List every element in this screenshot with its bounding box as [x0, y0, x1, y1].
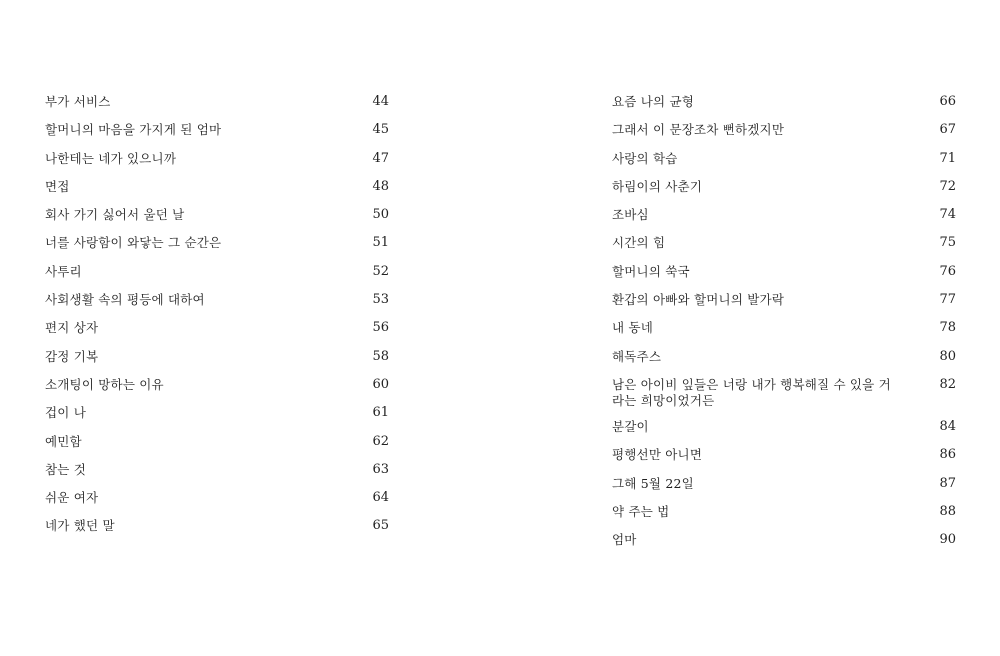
- toc-entry-page: 88: [939, 503, 956, 519]
- toc-entry-page: 52: [372, 263, 389, 279]
- toc-entry-title: 회사 가기 싫어서 울던 날: [45, 207, 185, 223]
- toc-entry[interactable]: [45, 122, 389, 138]
- toc-entry-page: 64: [372, 490, 389, 506]
- toc-entry[interactable]: [45, 462, 389, 478]
- toc-entry-page: 63: [372, 461, 389, 477]
- toc-entry-page: 62: [372, 433, 389, 449]
- toc-entry[interactable]: [45, 405, 389, 421]
- toc-entry-title: 소개팅이 망하는 이유: [45, 376, 164, 392]
- toc-entry-title: 참는 것: [45, 461, 86, 477]
- toc-entry[interactable]: [45, 94, 389, 110]
- toc-entry[interactable]: [45, 292, 389, 308]
- toc-entry-title: 해독주스: [612, 348, 662, 364]
- toc-entry-title: 할머니의 마음을 가지게 된 엄마: [45, 122, 222, 138]
- toc-entry-page: 44: [372, 94, 389, 109]
- toc-entry-title: 조바심: [612, 207, 649, 223]
- table-of-contents-right: [612, 94, 956, 560]
- toc-entry-title: 약 주는 법: [612, 503, 670, 519]
- toc-entry-title: 요즘 나의 균형: [612, 94, 694, 109]
- toc-entry-page: 84: [939, 418, 956, 434]
- toc-entry-page: 65: [372, 518, 389, 534]
- toc-entry-page: 80: [939, 348, 956, 364]
- toc-entry[interactable]: [612, 179, 956, 195]
- toc-entry[interactable]: [612, 419, 956, 435]
- toc-entry[interactable]: [612, 292, 956, 308]
- toc-entry-title: 면접: [45, 178, 70, 194]
- toc-entry-title: 네가 했던 말: [45, 518, 115, 534]
- toc-entry-title: 너를 사랑함이 와닿는 그 순간은: [45, 235, 222, 251]
- toc-entry[interactable]: [612, 504, 956, 520]
- toc-entry-page: 60: [372, 376, 389, 392]
- toc-entry-title: 예민함: [45, 433, 82, 449]
- toc-entry-title: 그해 5월 22일: [612, 475, 694, 491]
- toc-entry-page: 66: [939, 94, 956, 109]
- toc-entry-page: 71: [939, 150, 956, 166]
- toc-entry[interactable]: [612, 151, 956, 167]
- toc-entry[interactable]: [45, 490, 389, 506]
- toc-entry-page: 76: [939, 263, 956, 279]
- toc-entry[interactable]: [612, 122, 956, 138]
- toc-entry-title: 평행선만 아니면: [612, 447, 703, 463]
- toc-entry-page: 47: [372, 150, 389, 166]
- toc-entry[interactable]: [45, 518, 389, 534]
- toc-entry-title: 시간의 힘: [612, 235, 666, 251]
- toc-entry-title: 나한테는 네가 있으니까: [45, 150, 177, 166]
- toc-entry[interactable]: [612, 447, 956, 463]
- toc-entry-title: 남은 아이비 잎들은 너랑 내가 행복해질 수 있을 거라는 희망이었거든: [612, 376, 891, 408]
- toc-entry-page: 77: [939, 292, 956, 308]
- right-page: [500, 0, 1000, 656]
- toc-entry[interactable]: [45, 151, 389, 167]
- toc-entry-title: 사회생활 속의 평등에 대하여: [45, 292, 205, 308]
- toc-entry-title: 내 동네: [612, 320, 653, 336]
- table-of-contents-left: [45, 94, 389, 547]
- toc-entry-page: 78: [939, 320, 956, 336]
- toc-entry[interactable]: [45, 235, 389, 251]
- toc-entry[interactable]: [45, 349, 389, 365]
- toc-entry-title: 엄마: [612, 532, 637, 548]
- toc-entry-page: 58: [372, 348, 389, 364]
- toc-entry[interactable]: [612, 207, 956, 223]
- toc-entry-title: 그래서 이 문장조차 뻔하겠지만: [612, 122, 785, 138]
- toc-entry[interactable]: [612, 320, 956, 336]
- toc-entry-page: 56: [372, 320, 389, 336]
- toc-entry-title: 사랑의 학습: [612, 150, 678, 166]
- toc-entry[interactable]: [612, 532, 956, 548]
- toc-entry[interactable]: [612, 349, 956, 365]
- toc-entry-page: 53: [372, 292, 389, 308]
- toc-entry[interactable]: [612, 264, 956, 280]
- toc-entry-title: 환갑의 아빠와 할머니의 발가락: [612, 292, 785, 308]
- toc-entry-title: 쉬운 여자: [45, 490, 99, 506]
- toc-entry-title: 감정 기복: [45, 348, 99, 364]
- toc-entry-page: 87: [939, 475, 956, 491]
- toc-entry-page: 75: [939, 235, 956, 251]
- toc-entry[interactable]: [45, 377, 389, 393]
- toc-entry-title: 사투리: [45, 263, 82, 279]
- toc-entry[interactable]: [612, 377, 956, 409]
- toc-entry-page: 72: [939, 178, 956, 194]
- toc-entry[interactable]: [612, 235, 956, 251]
- toc-entry-page: 51: [372, 235, 389, 251]
- toc-entry-title: 할머니의 쑥국: [612, 263, 690, 279]
- toc-entry[interactable]: [45, 207, 389, 223]
- toc-entry-title: 하림이의 사춘기: [612, 178, 703, 194]
- toc-entry[interactable]: [612, 476, 956, 492]
- toc-entry-page: 90: [939, 532, 956, 548]
- toc-entry-page: 74: [939, 207, 956, 223]
- toc-entry-title: 분갈이: [612, 418, 649, 434]
- toc-entry-page: 50: [372, 207, 389, 223]
- toc-entry[interactable]: [45, 264, 389, 280]
- toc-entry-page: 45: [372, 122, 389, 138]
- toc-entry-title: 겁이 나: [45, 405, 86, 421]
- toc-entry-page: 82: [939, 376, 956, 392]
- toc-entry-page: 61: [372, 405, 389, 421]
- toc-entry[interactable]: [45, 320, 389, 336]
- toc-entry-page: 86: [939, 447, 956, 463]
- toc-entry[interactable]: [612, 94, 956, 110]
- toc-entry-page: 67: [939, 122, 956, 138]
- toc-entry-page: 48: [372, 178, 389, 194]
- toc-entry-title: 편지 상자: [45, 320, 99, 336]
- toc-entry[interactable]: [45, 179, 389, 195]
- toc-entry-title: 부가 서비스: [45, 94, 111, 109]
- toc-entry[interactable]: [45, 434, 389, 450]
